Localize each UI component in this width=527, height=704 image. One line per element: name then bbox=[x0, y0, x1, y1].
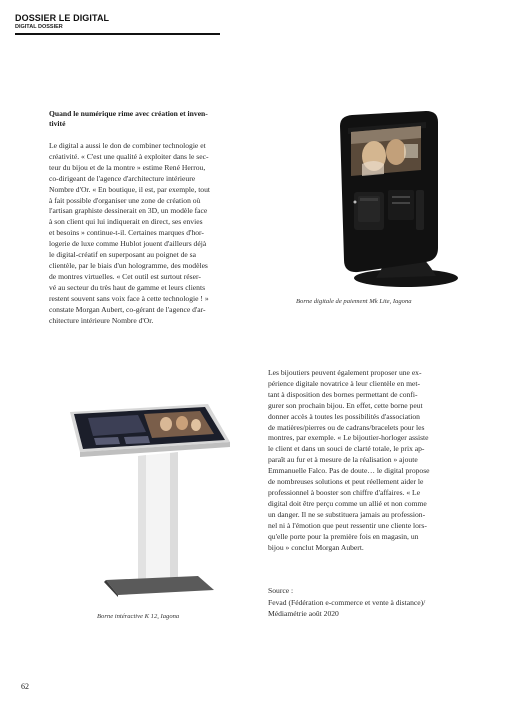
left-paragraph bbox=[49, 141, 257, 326]
text-line: de nombreuses solutions et peut réellement aider le bbox=[268, 477, 424, 487]
text-line: un danger. Il ne se substituera jamais au profession- bbox=[268, 509, 426, 519]
left-column bbox=[49, 109, 257, 326]
source-text bbox=[268, 585, 488, 620]
heading-line: Quand le numérique rime avec création et inven- bbox=[49, 109, 208, 118]
text-line: professionnel à booster son chiffre d'affaires. « Le bbox=[268, 487, 421, 497]
text-line: Le digital a aussi le don de combiner technologie et bbox=[49, 141, 206, 150]
text-line: bijou » conclut Morgan Aubert. bbox=[268, 542, 364, 552]
text-line: qu'elle porte pour la première fois en magasin, un bbox=[268, 531, 419, 541]
source-label: Source : bbox=[268, 586, 294, 595]
source-line: Médiamétrie août 2020 bbox=[268, 609, 339, 618]
text-line: tant à disposition des bornes permettant de confi- bbox=[268, 389, 418, 399]
text-line: paraît au fur et à mesure de la réalisation » ajoute bbox=[268, 455, 418, 465]
text-line: Emmanuelle Falco. Pas de doute… le digital propose bbox=[268, 466, 430, 476]
text-line: créativité. « C'est une qualité à exploiter dans le sec- bbox=[49, 151, 209, 161]
text-line: vé au secteur du très haut de gamme et leurs clients bbox=[49, 282, 206, 292]
text-line: co-dirigeant de l'agence d'architecture intérieure bbox=[49, 173, 196, 183]
text-line: digital doit être perçu comme un allié et non comme bbox=[268, 498, 427, 508]
text-line: Les bijoutiers peuvent également proposer une ex- bbox=[268, 368, 422, 377]
text-line: nel ni à l'émotion que peut ressentir une cliente lors- bbox=[268, 520, 427, 530]
caption-interactive-kiosk: Borne intéractive K 12, Iagona bbox=[97, 613, 180, 620]
section-subtitle: DIGITAL DOSSIER bbox=[15, 24, 63, 30]
heading-line: tivité bbox=[49, 119, 66, 128]
text-line: le client et dans un souci de clarté totale, le prix ap- bbox=[268, 444, 425, 454]
caption-payment-kiosk: Borne digitale de paiement Mk Lite, Iagona bbox=[296, 298, 412, 305]
text-line: clientèle, par le biais d'un hologramme, des modèles bbox=[49, 260, 208, 270]
text-line: à fait possible d'organiser une zone de création où bbox=[49, 195, 201, 205]
page-number: 62 bbox=[21, 682, 29, 691]
right-paragraph bbox=[268, 368, 478, 553]
source-block bbox=[268, 585, 488, 620]
text-line: l'artisan graphiste dessinerait en 3D, un modèle face bbox=[49, 206, 208, 216]
text-line: de montres virtuelles. « Cet outil est surtout réser- bbox=[49, 271, 201, 281]
section-title: DOSSIER LE DIGITAL bbox=[15, 13, 110, 23]
text-line: logerie de luxe comme Hublot jouent d'ailleurs déjà bbox=[49, 239, 207, 249]
text-line: chitecture intérieure Nombre d'Or. bbox=[49, 315, 154, 325]
text-line: teur du bijou et de la montre » estime René Herrou, bbox=[49, 162, 206, 172]
text-line: périence digitale novatrice à leur clientèle en met- bbox=[268, 378, 421, 388]
text-line: le digital-créatif en superposant au poignet de sa bbox=[49, 250, 196, 260]
text-line: à son client qui lui indiquerait en direct, ses envies bbox=[49, 217, 203, 227]
text-line: gurer son prochain bijou. En effet, cette borne peut bbox=[268, 400, 423, 410]
article-heading bbox=[49, 109, 257, 129]
source-line: Fevad (Fédération e-commerce et vente à distance)/ bbox=[268, 597, 426, 607]
text-line: constate Morgan Aubert, co-gérant de l'agence d'ar- bbox=[49, 304, 206, 314]
text-line: montres, par exemple. « Le bijoutier-horloger assiste bbox=[268, 433, 429, 443]
dossier-header bbox=[15, 13, 220, 35]
text-line: Nombre d'Or. « En boutique, il est, par exemple, tout bbox=[49, 184, 211, 194]
text-line: et besoins » continue-t-il. Certaines marques d'hor- bbox=[49, 228, 204, 238]
interactive-kiosk-image bbox=[48, 394, 258, 604]
text-line: restent souvent sans voix face à cette technologie ! » bbox=[49, 293, 209, 303]
payment-kiosk-image bbox=[318, 108, 458, 294]
right-column bbox=[268, 368, 478, 553]
text-line: donner accès à toutes les possibilités d'association bbox=[268, 411, 420, 421]
text-line: de matières/pierres ou de cadrans/bracelets pour les bbox=[268, 422, 425, 432]
header-rule bbox=[15, 33, 220, 35]
